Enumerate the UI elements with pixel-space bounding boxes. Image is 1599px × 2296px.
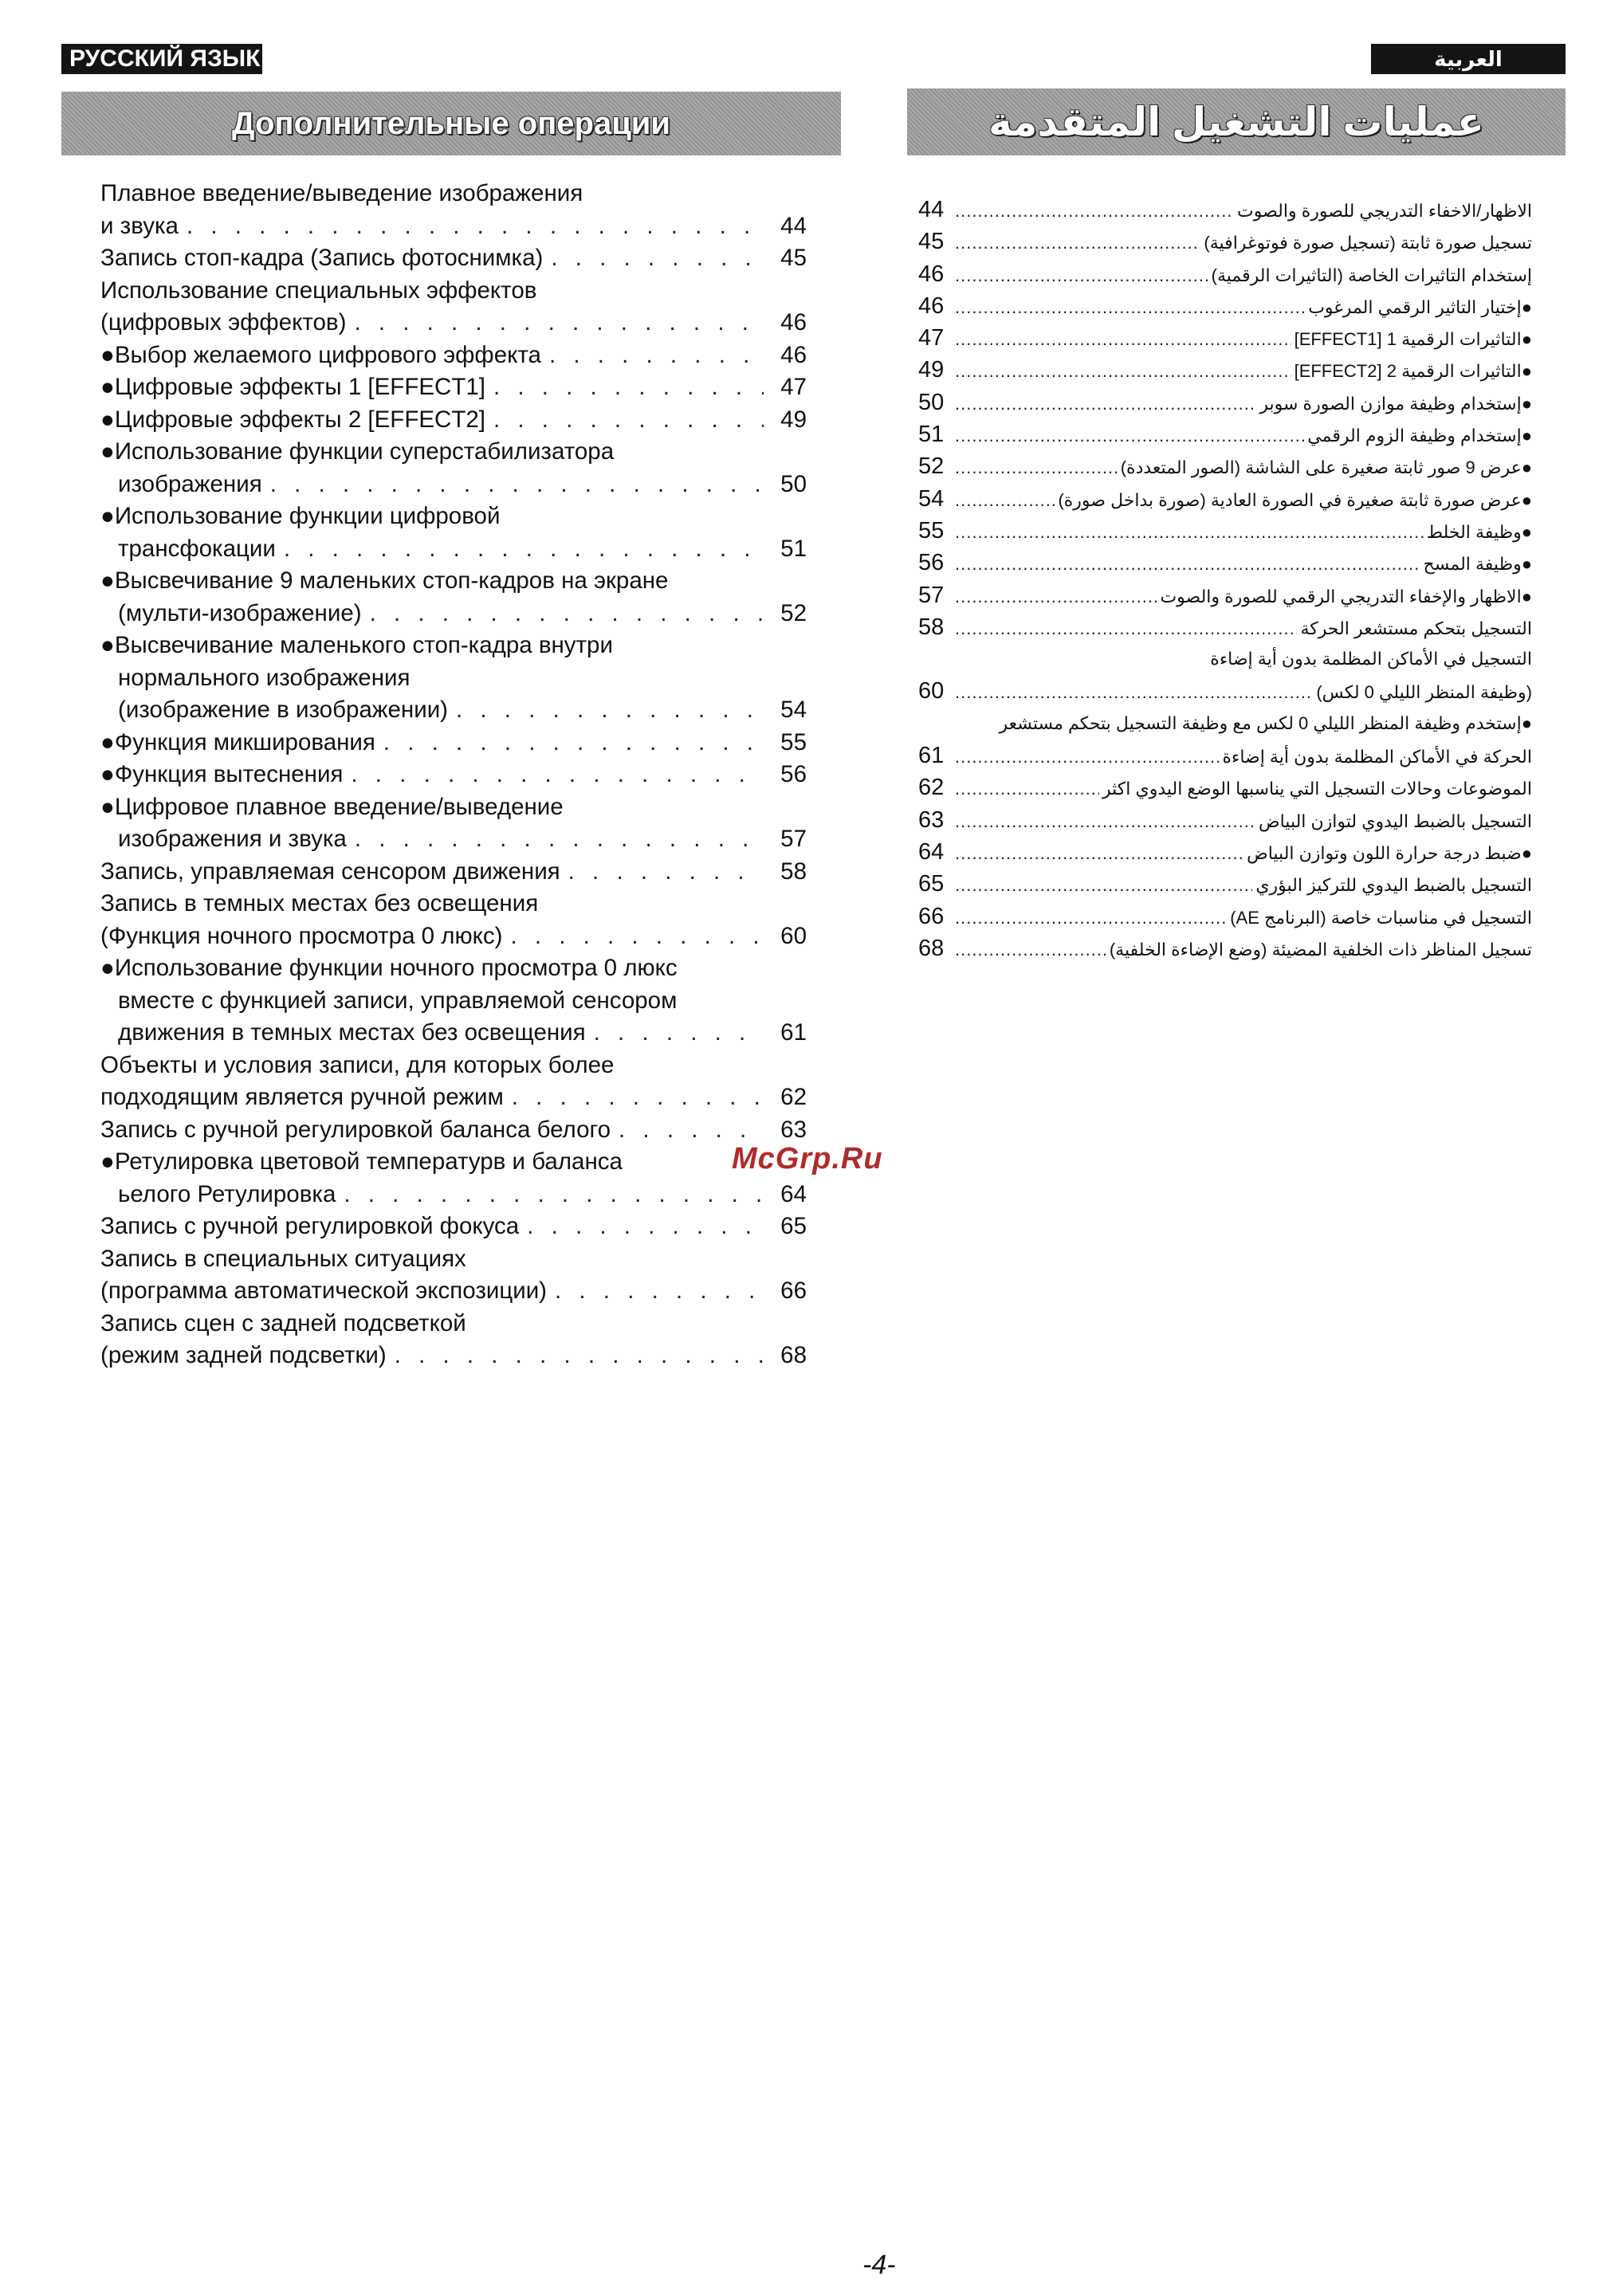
toc-ru-line (100, 694, 807, 727)
toc-ru-page-number: 46 (780, 341, 807, 368)
toc-ru-entry-text: трансфокации (118, 535, 276, 562)
toc-ru-entry-text: Запись, управляемая сенсором движения (100, 858, 560, 885)
toc-ar-line (918, 579, 1532, 611)
toc-ru-entry-text: ●Выбор желаемого цифрового эффекта (100, 341, 541, 368)
arabic-heading-text: عمليات التشغيل المتقدمة (988, 100, 1484, 144)
toc-ar-entry-text: ●إستخدام وظيفة الزوم الرقمي (1307, 426, 1532, 446)
toc-ru-page-number: 60 (780, 922, 807, 949)
toc-ru-entry-text: ●Высвечивание 9 маленьких стоп-кадров на экране (100, 567, 669, 594)
dot-leader (955, 324, 1291, 354)
dot-leader (955, 741, 1219, 771)
dot-leader (586, 1017, 764, 1050)
dot-leader (387, 1340, 764, 1372)
toc-ru-line (100, 307, 807, 339)
toc-ru-line (100, 727, 807, 759)
toc-ar-line (918, 354, 1532, 386)
toc-ar-line (918, 418, 1532, 450)
toc-ru-entry-text: Запись сцен с задней подсветкой (100, 1309, 466, 1336)
dot-leader (502, 920, 764, 953)
toc-ar-page-number: 44 (918, 197, 945, 222)
toc-ru-line (100, 1081, 807, 1114)
toc-ar-page-number: 45 (918, 229, 945, 255)
dot-leader (519, 1211, 764, 1243)
dot-leader (955, 516, 1424, 547)
toc-ar-page-number: 68 (918, 935, 945, 961)
dot-leader (336, 1179, 764, 1211)
dot-leader (955, 420, 1304, 450)
dot-leader (955, 934, 1106, 964)
toc-ar-line (918, 643, 1532, 675)
toc-ru-entry-text: ●Использование функции цифровой (100, 503, 501, 529)
dot-leader (955, 838, 1243, 868)
toc-ru-page-number: 52 (780, 599, 807, 626)
toc-ar-entry-text: ●عرض صورة ثابتة صغيرة في الصورة العادية (صورة بداخل صورة) (1058, 489, 1532, 510)
toc-ru-page-number: 63 (780, 1116, 807, 1143)
toc-ru-line (100, 404, 807, 437)
toc-ru-entry-text: (мульти-изображение) (118, 599, 362, 626)
toc-ar-entry-text: التسجيل بتحكم مستشعر الحركة (1300, 618, 1532, 638)
toc-ar-line (918, 547, 1532, 579)
toc-ru-line (100, 533, 807, 566)
toc-ru-page-number: 57 (780, 826, 807, 852)
toc-ru-line (100, 598, 807, 630)
dot-leader (955, 355, 1291, 386)
toc-ru-line (100, 1211, 807, 1243)
toc-ar-page-number: 52 (918, 453, 945, 480)
dot-leader (485, 371, 764, 404)
toc-ar-entry-text: تسجيل صورة ثابتة (تسجيل صورة فوتوغرافية) (1204, 233, 1532, 253)
toc-ar-entry-text: ●إختيار التاثير الرقمي المرغوب (1308, 296, 1532, 317)
russian-heading-text: Дополнительные операции (232, 105, 670, 141)
toc-ar-page-number: 60 (918, 678, 945, 704)
toc-ar-entry-text: ●الاظهار والإخفاء التدريجي الرقمي للصورة والصوت (1160, 586, 1532, 606)
toc-ru-entry-text: (Функция ночного просмотра 0 люкс) (100, 922, 503, 949)
toc-ru-entry-text: Запись в специальных ситуациях (100, 1245, 466, 1272)
arabic-language-tab: العربية (1371, 44, 1566, 74)
toc-ar-line (918, 901, 1532, 932)
toc-ar-page-number: 64 (918, 838, 945, 865)
dot-leader (955, 485, 1055, 515)
toc-ar-line (918, 322, 1532, 354)
toc-ru-entry-text: Использование специальных эффектов (100, 277, 537, 304)
toc-ru-page-number: 50 (780, 470, 807, 497)
page-number: -4- (862, 2250, 896, 2280)
dot-leader (346, 307, 764, 339)
dot-leader (955, 806, 1255, 836)
dot-leader (955, 292, 1305, 322)
toc-ar-entry-text: ●التاثيرات الرقمية 2 [EFFECT2] (1294, 361, 1532, 382)
toc-ru-entry-text: (программа автоматической экспозиции) (100, 1278, 548, 1304)
toc-ar-line (918, 740, 1532, 771)
toc-ru-line (100, 210, 807, 243)
toc-ar-line (918, 483, 1532, 515)
toc-ar-page-number: 63 (918, 807, 945, 833)
toc-ar-entry-text: الموضوعات وحالات التسجيل التي يناسبها الوضع اليدوي اكثر (1102, 779, 1532, 799)
watermark: McGrp.Ru (732, 1142, 883, 1175)
toc-ar-entry-text: ●عرض 9 صور ثابتة صغيرة على الشاشة (الصور المتعددة) (1120, 457, 1532, 478)
dot-leader (955, 548, 1420, 579)
toc-ru-page-number: 51 (780, 535, 807, 562)
toc-ru-line (100, 888, 807, 920)
toc-ru-entry-text: (режим задней подсветки) (100, 1342, 387, 1368)
toc-ru-entry-text: ьелого Ретулировка (118, 1180, 336, 1207)
toc-ar-line (918, 836, 1532, 868)
toc-ar-entry-text: ●إستخدم وظيفة المنظر الليلي 0 لكس مع وظيفة التسجيل بتحكم مستشعر (999, 712, 1532, 733)
toc-ru-line (100, 1243, 807, 1276)
toc-ar-line (918, 515, 1532, 547)
toc-ar-entry-text: التسجيل بالضبط اليدوي للتركيز البؤري (1255, 875, 1532, 896)
toc-ar-page-number: 55 (918, 517, 945, 544)
toc-ar-page-number: 47 (918, 325, 945, 351)
toc-ru-entry-text: ●Функция микширования (100, 728, 375, 756)
toc-ru-line (100, 1308, 807, 1340)
toc-ru-line (100, 1340, 807, 1372)
toc-ru-line (100, 1050, 807, 1082)
toc-ru-entry-text: ●Использование функции ночного просмотра 0 люкс (100, 955, 678, 981)
toc-ru-entry-text: изображения (118, 470, 262, 497)
dot-leader (262, 469, 764, 501)
dot-leader (485, 404, 764, 437)
toc-ru-line (100, 662, 807, 695)
dot-leader (504, 1081, 764, 1114)
toc-ru-page-number: 66 (780, 1278, 807, 1304)
arabic-section-heading (907, 88, 1566, 155)
toc-ru-entry-text: Объекты и условия записи, для которых более (100, 1051, 615, 1078)
dot-leader (343, 759, 764, 791)
toc-ru-page-number: 46 (780, 309, 807, 336)
toc-ru-entry-text: Запись с ручной регулировкой фокуса (100, 1213, 520, 1239)
toc-ar-line (918, 450, 1532, 482)
toc-ar-page-number: 62 (918, 775, 945, 801)
toc-ar-entry-text: ●إستخدام وظيفة موازن الصورة سوبر (1259, 393, 1532, 414)
toc-ru-page-number: 55 (780, 728, 807, 756)
toc-ru-page-number: 44 (780, 212, 807, 239)
toc-ru-entry-text: подходящим является ручной режим (100, 1084, 504, 1110)
toc-ar-page-number: 66 (918, 903, 945, 929)
russian-language-tab: РУССКИЙ ЯЗЫК (61, 44, 262, 74)
toc-ar-entry-text: ●ضبط درجة حرارة اللون وتوازن البياض (1247, 842, 1532, 863)
toc-ar-line (918, 868, 1532, 900)
toc-ru-page-number: 58 (780, 858, 807, 885)
toc-ru-page-number: 47 (780, 374, 807, 400)
toc-ar-entry-text: التسجيل بالضبط اليدوي لتوازن البياض (1259, 810, 1532, 831)
toc-ru-page-number: 64 (780, 1180, 807, 1207)
toc-ar-page-number: 49 (918, 357, 945, 383)
dot-leader (955, 773, 1099, 803)
dot-leader (448, 694, 764, 727)
toc-ru-entry-text: ●Использование функции суперстабилизатора (100, 438, 615, 465)
toc-ru-line (100, 1179, 807, 1211)
toc-ru-line (100, 1114, 807, 1147)
toc-ar-line (918, 675, 1532, 707)
toc-ar-line (918, 771, 1532, 803)
toc-ar-page-number: 61 (918, 743, 945, 769)
toc-ru-line (100, 500, 807, 533)
dot-leader (276, 533, 764, 566)
toc-ru-line (100, 985, 807, 1018)
toc-ru-line (100, 791, 807, 824)
toc-ru-entry-text: (цифровых эффектов) (100, 309, 347, 336)
toc-ar-entry-text: ●وظيفة المسح (1423, 554, 1532, 575)
toc-ru-entry-text: ●Цифровые эффекты 2 [EFFECT2] (100, 406, 485, 433)
toc-ar-entry-text: التسجيل في الأماكن المظلمة بدون أية إضاءة (1210, 649, 1532, 669)
toc-ar-page-number: 58 (918, 614, 945, 640)
toc-ru-line (100, 759, 807, 791)
dot-leader (179, 210, 764, 243)
dot-leader (955, 195, 1234, 226)
toc-ru-line (100, 436, 807, 469)
russian-section-heading (61, 92, 841, 155)
toc-ru-page-number: 61 (780, 1019, 807, 1046)
dot-leader (362, 598, 764, 630)
toc-ru-entry-text: ●Функция вытеснения (100, 761, 344, 787)
toc-ru-line (100, 952, 807, 985)
dot-leader (541, 339, 764, 372)
toc-ar-page-number: 51 (918, 422, 945, 448)
toc-ru-line (100, 1275, 807, 1308)
toc-ru-entry-text: ●Ретулировка цветовой температурв и баланса (100, 1148, 623, 1175)
toc-ar-line (918, 387, 1532, 418)
toc-ar-line (918, 804, 1532, 836)
toc-ar-entry-text: الحركة في الأماكن المظلمة بدون أية إضاءة (1222, 747, 1532, 767)
toc-ar-line (918, 290, 1532, 322)
toc-ar-line (918, 226, 1532, 257)
dot-leader (955, 227, 1200, 257)
dot-leader (543, 242, 764, 275)
toc-ar-entry-text: الاظهار/الاخفاء التدريجي للصورة والصوت (1237, 201, 1532, 221)
toc-ru-line (100, 371, 807, 404)
dot-leader (347, 823, 764, 856)
toc-ar-entry-text: تسجيل المناظر ذات الخلفية المضيئة (وضع الإضاءة الخلفية) (1109, 939, 1532, 960)
dot-leader (560, 856, 764, 889)
toc-ru-entry-text: движения в темных местах без освещения (118, 1019, 586, 1046)
dot-leader (547, 1275, 764, 1308)
toc-ru-entry-text: нормального изображения (118, 664, 411, 691)
dot-leader (611, 1114, 764, 1147)
toc-ar-page-number: 65 (918, 871, 945, 897)
toc-ru-line (100, 823, 807, 856)
toc-ru-entry-text: изображения и звука (118, 826, 347, 852)
toc-ar-entry-text: التسجيل في مناسبات خاصة (البرنامج AE) (1230, 907, 1532, 928)
toc-ru-line (100, 242, 807, 275)
toc-ru-line (100, 630, 807, 662)
toc-ru-page-number: 56 (780, 761, 807, 787)
dot-leader (955, 452, 1118, 482)
toc-ru-entry-text: (изображение в изображении) (118, 697, 448, 723)
toc-ar-line (918, 258, 1532, 290)
toc-ru-line (100, 1017, 807, 1050)
toc-ru-entry-text: Запись в темных местах без освещения (100, 890, 539, 916)
toc-ru-page-number: 49 (780, 406, 807, 433)
toc-ru-line (100, 1146, 807, 1179)
toc-ru-entry-text: ●Высвечивание маленького стоп-кадра внутри (100, 632, 613, 658)
dot-leader (955, 388, 1256, 418)
toc-ar-page-number: 50 (918, 389, 945, 415)
toc-ar-page-number: 57 (918, 582, 945, 608)
toc-ru-line (100, 339, 807, 372)
dot-leader (955, 677, 1313, 707)
toc-ar-line (918, 932, 1532, 964)
toc-ar-line (918, 708, 1532, 740)
toc-ru-page-number: 45 (780, 245, 807, 271)
toc-ru-entry-text: ●Цифровые эффекты 1 [EFFECT1] (100, 374, 485, 400)
dot-leader (955, 581, 1157, 611)
toc-ru-line (100, 856, 807, 889)
toc-ar-page-number: 54 (918, 485, 945, 512)
dot-leader (955, 260, 1208, 290)
toc-ru-entry-text: вместе с функцией записи, управляемой сенсором (118, 987, 678, 1014)
toc-ru-page-number: 68 (780, 1342, 807, 1368)
toc-ar-page-number: 56 (918, 550, 945, 576)
toc-ru-line (100, 469, 807, 501)
toc-ru-line (100, 275, 807, 308)
arabic-table-of-contents (918, 194, 1532, 964)
dot-leader (955, 869, 1252, 900)
toc-ar-entry-text: إستخدام التاثيرات الخاصة (التاثيرات الرقمية) (1211, 265, 1532, 285)
toc-ru-line (100, 920, 807, 953)
toc-ar-line (918, 611, 1532, 643)
toc-ar-line (918, 194, 1532, 226)
toc-ar-entry-text: (وظيفة المنظر الليلي 0 لكس) (1316, 682, 1532, 703)
toc-ru-entry-text: Запись стоп-кадра (Запись фотоснимка) (100, 245, 544, 271)
toc-ru-page-number: 54 (780, 697, 807, 723)
dot-leader (955, 902, 1227, 932)
toc-ar-entry-text: ●وظيفة الخلط (1426, 521, 1532, 542)
toc-ar-entry-text: ●التاثيرات الرقمية 1 [EFFECT1] (1294, 329, 1532, 350)
toc-ru-entry-text: Запись с ручной регулировкой баланса белого (100, 1116, 611, 1143)
toc-ar-page-number: 46 (918, 292, 945, 319)
dot-leader (375, 727, 764, 759)
toc-ru-entry-text: и звука (100, 212, 179, 239)
toc-ru-line (100, 565, 807, 598)
toc-ru-page-number: 65 (780, 1213, 807, 1239)
toc-ru-entry-text: ●Цифровое плавное введение/выведение (100, 793, 564, 820)
toc-ru-entry-text: Плавное введение/выведение изображения (100, 180, 583, 206)
toc-ar-page-number: 46 (918, 261, 945, 287)
toc-ru-page-number: 62 (780, 1084, 807, 1110)
dot-leader (955, 613, 1297, 643)
toc-ru-line (100, 178, 807, 210)
russian-table-of-contents (100, 178, 807, 1372)
